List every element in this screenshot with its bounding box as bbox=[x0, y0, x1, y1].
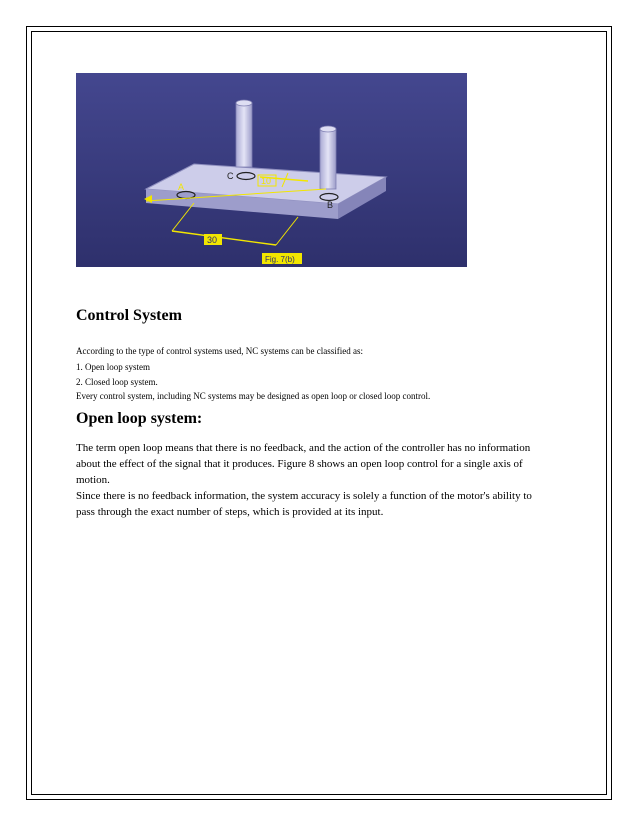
label-b: B bbox=[327, 200, 334, 210]
post-left bbox=[236, 103, 252, 167]
section-heading-control-system: Control System bbox=[76, 307, 182, 324]
body-line-2: about the effect of the signal that it produces. Figure 8 shows an open loop control for a single axis of bbox=[76, 458, 523, 470]
list-item-open-loop: 1. Open loop system bbox=[76, 362, 150, 372]
label-dim-30: 30 bbox=[207, 235, 218, 245]
heading-bold-part: Open loop system bbox=[76, 410, 197, 427]
figure-cad-plate bbox=[76, 73, 467, 267]
label-a: A bbox=[178, 182, 185, 192]
body-line-3: motion. bbox=[76, 474, 110, 486]
post-right bbox=[320, 129, 336, 189]
heading-suffix: : bbox=[196, 410, 203, 427]
label-c: C bbox=[227, 171, 234, 181]
body-line-1: The term open loop means that there is no feedback, and the action of the controller has no information bbox=[76, 442, 531, 454]
body-line-4: Since there is no feedback information, the system accuracy is solely a function of the motor's ability to bbox=[76, 490, 532, 502]
intro-text: According to the type of control systems used, NC systems can be classified as: bbox=[76, 346, 363, 356]
list-item-closed-loop: 2. Closed loop system. bbox=[76, 377, 158, 387]
label-dim-10: 10 bbox=[261, 176, 272, 186]
note-text: Every control system, including NC systems may be designed as open loop or closed loop control. bbox=[76, 391, 431, 401]
section-heading-open-loop bbox=[76, 410, 202, 428]
figure-caption: Fig. 7(b) bbox=[265, 255, 295, 264]
body-line-5: pass through the exact number of steps, which is provided at its input. bbox=[76, 506, 384, 518]
